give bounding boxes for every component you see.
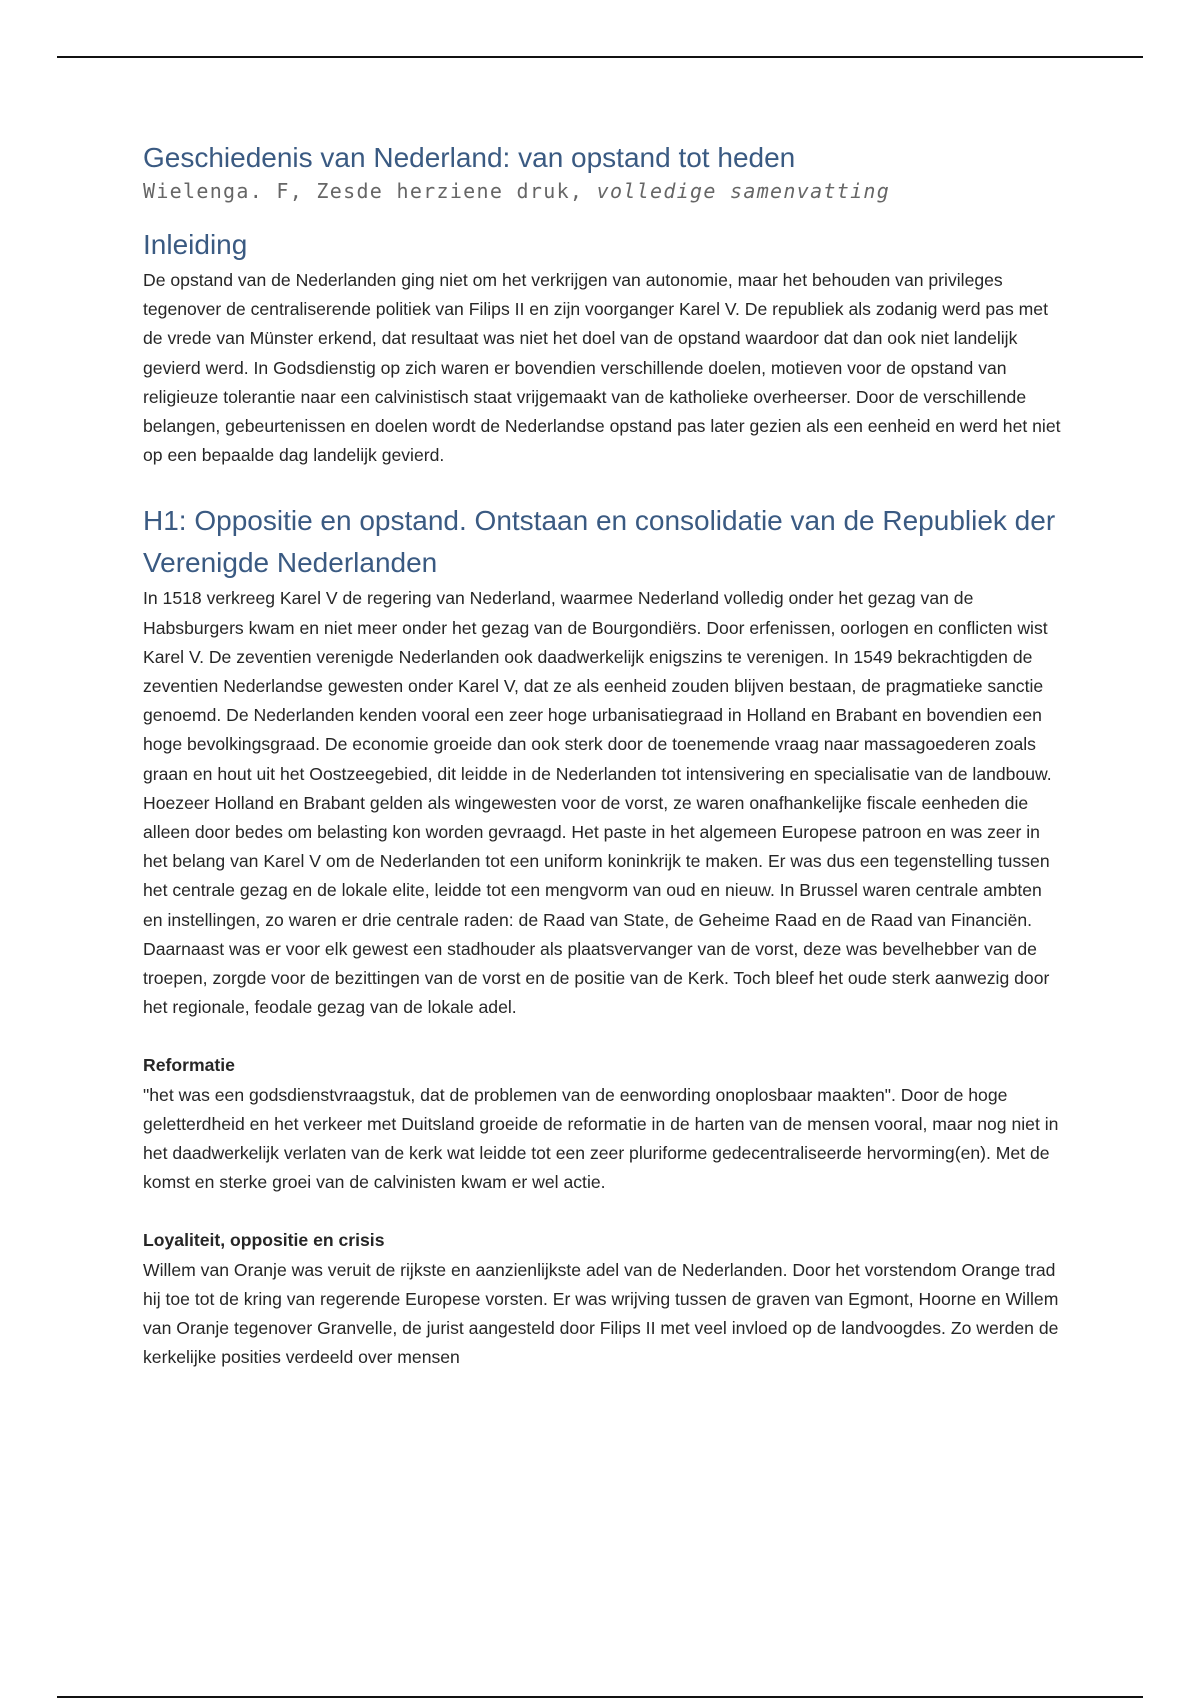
intro-heading: Inleiding <box>143 229 248 260</box>
header-rule <box>57 56 1143 58</box>
chapter1-paragraph-2: Hoezeer Holland en Brabant gelden als wingewesten voor de vorst, ze waren onafhankelijke fiscale eenheden die alleen door bedes om belasting kon worden gevraagd. Het paste in het algemeen Europese patroon en was zeer in het belang van Karel V om de Nederlanden tot een uniform koninkrijk te maken. Er was dus een tegenstelling tussen het centrale gezag en de lokale elite, leidde tot een mengvorm van oud en nieuw. In Brussel waren centrale ambten en instellingen, zo waren er drie centrale raden: de Raad van State, de Geheime Raad en de Raad van Financiën. Daarnaast was er voor elk gewest een stadhouder als plaatsvervanger van de vorst, deze was bevelhebber van de troepen, zorgde voor de bezittingen van de vorst en de positie van de Kerk. Toch bleef het oude sterk aanwezig door het regionale, feodale gezag van de lokale adel. <box>143 792 1050 1018</box>
chapter1-heading: H1: Oppositie en opstand. Ontstaan en consolidatie van de Republiek der Verenigde Nederlanden <box>143 505 1056 579</box>
document-body <box>143 140 1063 1373</box>
chapter1-paragraph-1: In 1518 verkreeg Karel V de regering van Nederland, waarmee Nederland volledig onder het gezag van de Habsburgers kwam en niet meer onder het gezag van de Bourgondiërs. Door erfenissen, oorlogen en conflicten wist Karel V. De zeventien verenigde Nederlanden ook daadwerkelijk enigszins te verenigen. In 1549 bekrachtigden de zeventien Nederlandse gewesten onder Karel V, dat ze als eenheid zouden blijven bestaan, de pragmatieke sanctie genoemd. De Nederlanden kenden vooral een zeer hoge urbanisatiegraad in Holland en Brabant en bovendien een hoge bevolkingsgraad. De economie groeide dan ook sterk door de toenemende vraag naar massagoederen zoals graan en hout uit het Oostzeegebied, dit leidde in de Nederlanden tot intensivering en specialisatie van de landbouw. <box>143 588 1052 784</box>
document-subtitle <box>143 178 1063 204</box>
document-title: Geschiedenis van Nederland: van opstand tot heden <box>143 142 796 173</box>
reformatie-heading: Reformatie <box>143 1055 235 1076</box>
subtitle-description: volledige samenvatting <box>596 179 891 203</box>
footer-rule <box>57 1696 1143 1698</box>
intro-paragraph: De opstand van de Nederlanden ging niet om het verkrijgen van autonomie, maar het behouden van privileges tegenover de centraliserende politiek van Filips II en zijn voorganger Karel V. De republiek als zodanig werd pas met de vrede van Münster erkend, dat resultaat was niet het doel van de opstand waardoor dat dan ook niet landelijk gevierd werd. In Godsdienstig op zich waren er bovendien verschillende doelen, motieven voor de opstand van religieuze tolerantie naar een calvinistisch staat vrijgemaakt van de katholieke overheerser. Door de verschillende belangen, gebeurtenissen en doelen wordt de Nederlandse opstand pas later gezien als een eenheid en werd het niet op een bepaalde dag landelijk gevierd. <box>143 270 1061 466</box>
subtitle-author-edition: Wielenga. F, Zesde herziene druk, <box>143 179 584 203</box>
reformatie-paragraph: "het was een godsdienstvraagstuk, dat de problemen van de eenwording onoplosbaar maakten". Door de hoge geletterdheid en het verkeer met Duitsland groeide de reformatie in de harten van de mensen vooral, maar nog niet in het daadwerkelijk verlaten van de kerk wat leidde tot een zeer pluriforme gedecentraliseerde hervorming(en). Met de komst en sterke groei van de calvinisten kwam er wel actie. <box>143 1084 1059 1193</box>
loyaliteit-heading: Loyaliteit, oppositie en crisis <box>143 1230 385 1251</box>
loyaliteit-paragraph: Willem van Oranje was veruit de rijkste en aanzienlijkste adel van de Nederlanden. Door het vorstendom Orange trad hij toe tot de kring van regerende Europese vorsten. Er was wrijving tussen de graven van Egmont, Hoorne en Willem van Oranje tegenover Granvelle, de jurist aangesteld door Filips II met veel invloed op de landvoogdes. Zo werden de kerkelijke posities verdeeld over mensen <box>143 1259 1059 1368</box>
